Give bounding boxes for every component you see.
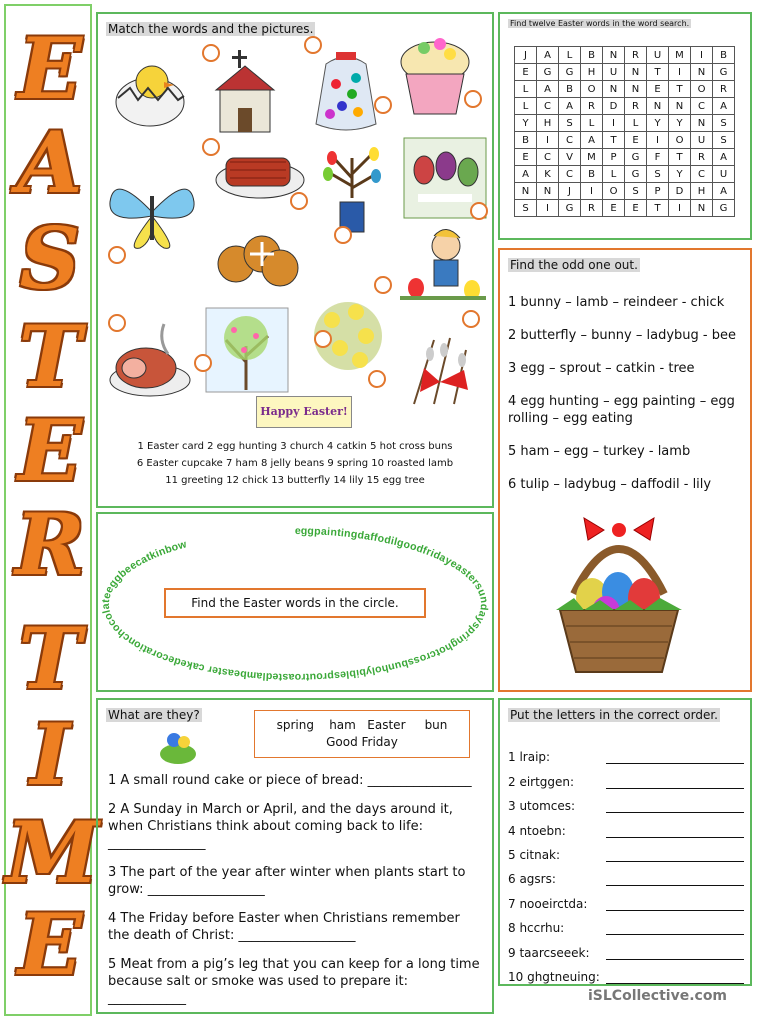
odd-item: 2 butterfly – bunny – ladybug - bee [508,328,736,343]
wordsearch-cell[interactable]: H [581,64,603,81]
wordsearch-cell[interactable]: D [603,98,625,115]
wordsearch-cell[interactable]: N [603,81,625,98]
wordsearch-cell[interactable]: I [603,115,625,132]
word-box-line: spring ham Easter bun [276,718,448,732]
wordsearch-cell[interactable]: G [625,149,647,166]
order-item [508,838,744,862]
wordsearch-cell[interactable]: C [559,132,581,149]
answer-circle[interactable] [194,354,212,372]
order-item-label: 1 lraip: [508,750,551,765]
wordsearch-cell[interactable]: G [625,166,647,183]
wordsearch-cell[interactable]: O [669,132,691,149]
wordsearch-cell[interactable]: A [559,98,581,115]
wordsearch-cell[interactable]: G [537,64,559,81]
title-letter: T [18,307,82,406]
odd-one-out-section [498,248,752,692]
wordsearch-cell[interactable]: L [625,115,647,132]
answer-line[interactable] [606,898,744,911]
title-letter: I [30,705,70,804]
wordsearch-cell[interactable]: G [713,200,735,217]
wordsearch-cell[interactable]: I [669,200,691,217]
spring-picture [204,306,290,394]
odd-item: 4 egg hunting – egg painting – egg rolling – egg eating [508,394,735,426]
wordsearch-cell[interactable]: T [669,81,691,98]
answer-circle[interactable] [462,310,480,328]
order-item-label: 2 eirtggen: [508,774,575,789]
wordsearch-cell[interactable]: L [515,81,537,98]
church-picture [210,48,280,136]
wordsearch-row [515,132,735,149]
answer-circle[interactable] [470,202,488,220]
title-letter: A [17,113,83,212]
easter-basket-picture [544,514,694,684]
wordsearch-grid [514,46,735,217]
match-words-line: 1 Easter card 2 egg hunting 3 church 4 catkin 5 hot cross buns [137,441,453,452]
wordsearch-cell[interactable]: P [603,149,625,166]
wordsearch-cell[interactable]: C [537,98,559,115]
wordsearch-cell[interactable]: B [581,47,603,64]
match-words-line: 11 greeting 12 chick 13 butterfly 14 lily 15 egg tree [165,475,425,486]
wordsearch-cell[interactable]: C [537,149,559,166]
question: 3 The part of the year after winter when plants start to grow: __________________ [108,865,466,897]
wordsearch-row [515,47,735,64]
odd-item: 5 ham – egg – turkey - lamb [508,444,691,459]
wordsearch-row [515,166,735,183]
ham-picture [104,320,196,404]
wordsearch-cell[interactable]: U [603,64,625,81]
wordsearch-cell[interactable]: T [603,132,625,149]
order-item-label: 7 nooeirctda: [508,896,588,911]
wordsearch-cell[interactable]: S [713,115,735,132]
hot-cross-buns-picture [214,228,302,288]
wordsearch-cell[interactable]: R [581,200,603,217]
what-are-they-section [96,698,494,1014]
wordsearch-cell[interactable]: R [691,149,713,166]
odd-item: 1 bunny – lamb – reindeer - chick [508,295,725,310]
whatare-instruction: What are they? [108,708,200,722]
answer-circle[interactable] [108,246,126,264]
order-item-label: 6 agsrs: [508,872,556,887]
wordsearch-cell[interactable]: E [515,149,537,166]
letter-order-section [498,698,752,986]
match-words-line: 6 Easter cupcake 7 ham 8 jelly beans 9 spring 10 roasted lamb [136,458,454,469]
order-item [508,911,744,935]
wordsearch-cell[interactable]: E [515,64,537,81]
wordsearch-cell[interactable]: H [691,183,713,200]
happy-easter-picture: Happy Easter! [256,396,352,428]
wordsearch-cell[interactable]: C [691,98,713,115]
answer-circle[interactable] [202,44,220,62]
wordsearch-cell[interactable]: A [713,149,735,166]
odd-instruction: Find the odd one out. [510,258,638,272]
answer-circle[interactable] [368,370,386,388]
match-instruction: Match the words and the pictures. [108,22,314,36]
wordsearch-cell[interactable]: I [537,200,559,217]
answer-line[interactable] [606,751,744,764]
wordsearch-section [498,12,752,240]
wordsearch-cell[interactable]: I [537,132,559,149]
wordsearch-instruction: Find twelve Easter words in the word search. [510,19,690,28]
wordsearch-cell[interactable]: L [559,47,581,64]
answer-line[interactable] [606,873,744,886]
order-item [508,764,744,788]
wordsearch-cell[interactable]: F [647,149,669,166]
wordsearch-cell[interactable]: E [647,81,669,98]
wordsearch-cell[interactable]: A [515,166,537,183]
question: 1 A small round cake or piece of bread: ________________ [108,773,472,788]
answer-line[interactable] [606,776,744,789]
wordsearch-cell[interactable]: L [515,98,537,115]
wordsearch-cell[interactable]: T [647,64,669,81]
wordsearch-cell[interactable]: R [581,98,603,115]
order-item-label: 9 taarcseeek: [508,945,590,960]
answer-circle[interactable] [290,192,308,210]
answer-line[interactable] [606,922,744,935]
jelly-beans-picture [306,44,386,136]
wordsearch-row [515,98,735,115]
answer-circle[interactable] [202,138,220,156]
butterfly-picture [104,172,200,254]
wordsearch-cell[interactable]: A [713,98,735,115]
wordsearch-cell[interactable]: B [559,81,581,98]
wordsearch-cell[interactable]: N [691,200,713,217]
wordsearch-cell[interactable]: I [581,183,603,200]
wordsearch-cell[interactable]: U [713,166,735,183]
wordsearch-cell[interactable]: A [537,81,559,98]
order-item [508,789,744,813]
wordsearch-cell[interactable]: G [559,200,581,217]
cupcake-picture [394,26,476,118]
title-letter: E [17,401,83,500]
answer-line[interactable] [606,800,744,813]
answer-line[interactable] [606,947,744,960]
wordsearch-cell[interactable]: C [559,166,581,183]
order-item [508,813,744,837]
wordsearch-cell[interactable]: I [647,132,669,149]
title-letter: E [17,895,83,994]
answer-circle[interactable] [374,276,392,294]
word-box-line: Good Friday [326,735,398,749]
answer-circle[interactable] [464,90,482,108]
wordsearch-cell[interactable]: U [691,132,713,149]
wordsearch-cell[interactable]: S [515,200,537,217]
wordsearch-cell[interactable]: N [603,47,625,64]
wordsearch-cell[interactable]: L [581,115,603,132]
order-item [508,862,744,886]
wordsearch-cell[interactable]: T [647,200,669,217]
wordsearch-cell[interactable]: I [691,47,713,64]
order-item-label: 4 ntoebn: [508,823,566,838]
answer-circle[interactable] [314,330,332,348]
wordsearch-cell[interactable]: N [515,183,537,200]
circle-words-section [96,512,494,692]
wordsearch-cell[interactable]: G [559,64,581,81]
order-item-label: 3 utomces: [508,799,576,814]
title-letter: M [6,803,99,902]
wordsearch-cell[interactable]: Y [669,115,691,132]
match-section [96,12,494,508]
wordsearch-cell[interactable]: B [515,132,537,149]
wordsearch-cell[interactable]: E [625,132,647,149]
wordsearch-cell[interactable]: I [669,64,691,81]
catkin-picture [394,320,484,406]
wordsearch-cell[interactable]: G [713,64,735,81]
wordsearch-cell[interactable]: N [537,183,559,200]
order-item [508,960,744,984]
order-item-label: 10 ghgtneuing: [508,969,600,984]
wordsearch-cell[interactable]: C [691,166,713,183]
wordsearch-cell[interactable]: N [669,98,691,115]
wordsearch-cell[interactable]: B [581,166,603,183]
egg-tree-picture [316,138,388,238]
title-letter: T [18,609,82,708]
wordsearch-cell[interactable]: S [713,132,735,149]
wordsearch-row [515,64,735,81]
order-instruction: Put the letters in the correct order. [510,708,718,722]
wordsearch-cell[interactable]: K [537,166,559,183]
wordsearch-cell[interactable]: Y [647,115,669,132]
circle-letter-string: eggpaintingdaffodilgoodfridayeastersundayspringhotcrossbunholybiblesproutroastedlambeaster cakedecorationchocolateeggbeecatkinbow [99,524,491,684]
wordsearch-cell[interactable]: S [625,183,647,200]
answer-line[interactable] [606,971,744,984]
wordsearch-cell[interactable]: H [537,115,559,132]
order-item [508,935,744,959]
order-item [508,740,744,764]
answer-line[interactable] [606,825,744,838]
wordsearch-cell[interactable]: A [581,132,603,149]
wordsearch-row [515,81,735,98]
wordsearch-cell[interactable]: J [559,183,581,200]
wordsearch-cell[interactable]: M [581,149,603,166]
wordsearch-cell[interactable]: O [603,183,625,200]
wordsearch-cell[interactable]: A [713,183,735,200]
wordsearch-cell[interactable]: N [625,64,647,81]
wordsearch-cell[interactable]: U [647,47,669,64]
chick-picture [104,48,196,130]
egg-hunting-picture [396,222,488,302]
wordsearch-cell[interactable]: N [691,115,713,132]
wordsearch-cell[interactable]: B [713,47,735,64]
answer-circle[interactable] [304,36,322,54]
wordsearch-row [515,200,735,217]
wordsearch-cell[interactable]: T [669,149,691,166]
answer-line[interactable] [606,849,744,862]
wordsearch-cell[interactable]: A [537,47,559,64]
wordsearch-cell[interactable]: R [713,81,735,98]
question: 5 Meat from a pig’s leg that you can keep for a long time because salt or smoke was used to prepare it: ____________ [108,957,480,1006]
question: 4 The Friday before Easter when Christians remember the death of Christ: __________________ [108,911,460,943]
word-box [254,710,470,758]
odd-item: 6 tulip – ladybug – daffodil - lily [508,477,712,492]
wordsearch-cell[interactable]: D [669,183,691,200]
wordsearch-row [515,149,735,166]
wordsearch-row [515,115,735,132]
answer-circle[interactable] [334,226,352,244]
order-list [508,740,744,984]
wordsearch-row [515,183,735,200]
footer-brand: iSLCollective.com [588,988,728,1004]
wordsearch-cell[interactable]: O [581,81,603,98]
wordsearch-cell[interactable]: Y [515,115,537,132]
odd-item: 3 egg – sprout – catkin - tree [508,361,695,376]
title-letter: S [19,209,81,308]
answer-circle[interactable] [374,96,392,114]
title-letter: E [17,19,83,118]
wordsearch-cell[interactable]: J [515,47,537,64]
wordsearch-cell[interactable]: N [647,98,669,115]
wordsearch-cell[interactable]: O [691,81,713,98]
answer-circle[interactable] [108,314,126,332]
wordsearch-cell[interactable]: E [625,200,647,217]
wordsearch-cell[interactable]: N [625,81,647,98]
wordsearch-cell[interactable]: M [669,47,691,64]
spring-flower-icon [158,728,200,766]
wordsearch-cell[interactable]: Y [669,166,691,183]
wordsearch-cell[interactable]: N [691,64,713,81]
circle-instruction: Find the Easter words in the circle. [164,588,426,618]
wordsearch-cell[interactable]: S [559,115,581,132]
title-letter: R [15,495,85,594]
question: 2 A Sunday in March or April, and the days around it, when Christians think about coming back to life: _______________ [108,802,453,851]
wordsearch-cell[interactable]: R [625,98,647,115]
order-item-label: 5 citnak: [508,847,561,862]
wordsearch-cell[interactable]: L [603,166,625,183]
wordsearch-cell[interactable]: S [647,166,669,183]
order-item [508,886,744,910]
wordsearch-cell[interactable]: E [603,200,625,217]
order-item-label: 8 hccrhu: [508,921,565,936]
wordsearch-cell[interactable]: R [625,47,647,64]
title-column [4,4,99,1016]
wordsearch-cell[interactable]: V [559,149,581,166]
wordsearch-cell[interactable]: P [647,183,669,200]
